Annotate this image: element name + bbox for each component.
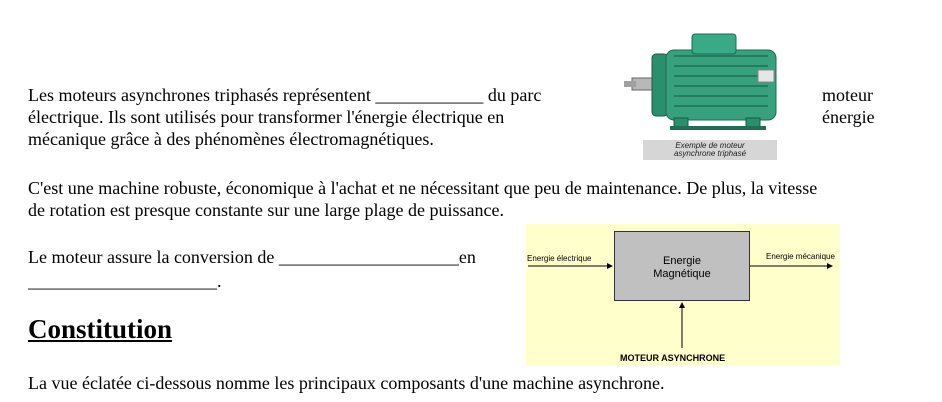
motor-caption (643, 140, 777, 160)
paragraph-4: La vue éclatée ci-dessous nomme les principaux composants d'une machine asynchrone. (28, 373, 665, 393)
energy-conversion-diagram (526, 224, 840, 366)
motor-caption-line-1: Exemple de moteur (675, 141, 745, 150)
box-line-2: Magnétique (653, 268, 711, 280)
input-energy-label: Energie électrique (527, 254, 592, 263)
intro-line-3: mécanique grâce à des phénomènes électromagnétiques. (28, 129, 434, 149)
motor-caption-line-2: asynchrone triphasé (673, 149, 747, 158)
intro-line-1-right: moteur (822, 85, 873, 105)
paragraph-3-line-2: _____________________. (28, 271, 222, 291)
paragraph-2-line-1: C'est une machine robuste, économique à l'achat et ne nécessitant que peu de maintenance. De plus, la vitesse (28, 178, 818, 198)
magnetic-energy-box (614, 231, 750, 301)
paragraph-3-line-1: Le moteur assure la conversion de ____________________en (28, 247, 476, 267)
paragraph-2-line-2: de rotation est presque constante sur une large plage de puissance. (28, 200, 505, 220)
intro-line-1: Les moteurs asynchrones triphasés représentent ____________ du parc (28, 85, 542, 105)
box-line-1: Energie (663, 255, 701, 267)
intro-line-2-right: énergie (822, 107, 875, 127)
output-energy-label: Energie mécanique (766, 252, 835, 261)
section-heading: Constitution (28, 314, 173, 344)
diagram-title: MOTEUR ASYNCHRONE (620, 353, 726, 363)
intro-line-2: électrique. Ils sont utilisés pour transformer l'énergie électrique en (28, 107, 505, 127)
